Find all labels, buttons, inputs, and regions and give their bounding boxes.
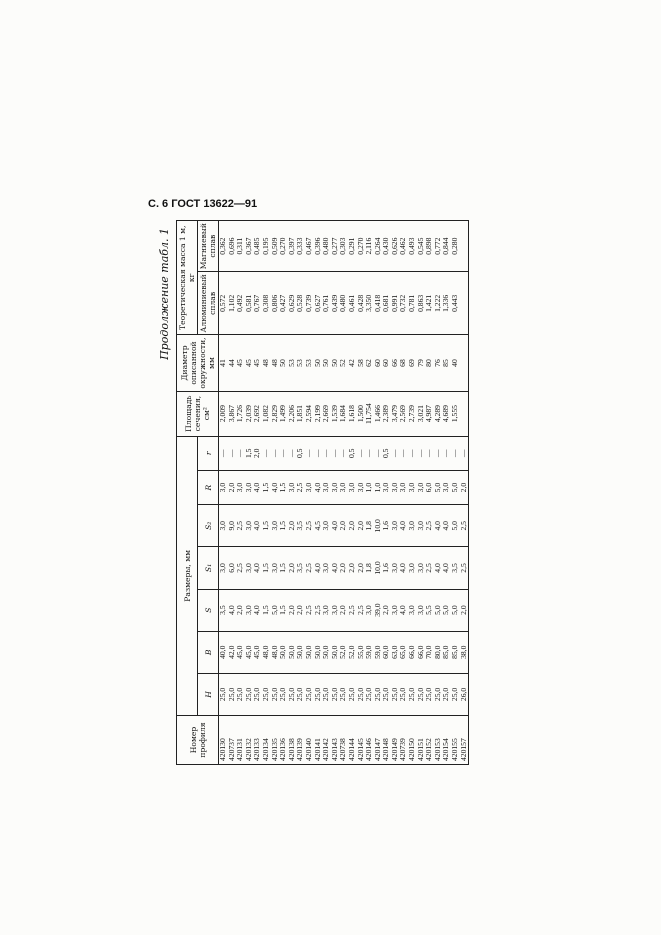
col-s2: S₂	[198, 505, 219, 547]
cell-r-small: — — — 1,5 2,0 — — — — 0,5 — — — — — 0,5 — — — 0,5 — — — — — — — — —	[219, 436, 469, 470]
col-s1: S₁	[198, 547, 219, 589]
col-diameter: Диаметр описанной окружности, мм	[177, 335, 219, 391]
profile-table	[176, 220, 469, 765]
col-profile: Номер профиля	[177, 716, 219, 765]
col-b: B	[198, 631, 219, 673]
col-aluminum: Алюминиевый сплав	[198, 272, 219, 335]
continuation-caption: Продолжение табл. 1	[158, 228, 171, 360]
cell-profile: 420130 420737 420131 420132 420133 420134 420135 420136 420138 420139 420140 420141 420142 420143 420738 420144 420145 420146 420147 420148 420149 420739 420150 420151 420152 420153 420154 420155 420157	[219, 716, 469, 765]
cell-s2: 3,0 9,0 2,5 3,0 4,0 1,5 3,0 1,5 2,0 3,5 2,5 4,5 3,0 4,0 2,0 2,0 2,0 1,8 10,0 1,6 3,0 4,0 3,0 3,0 2,5 4,0 4,0 5,0 2,5	[219, 505, 469, 547]
cell-h: 25,0 25,0 25,0 25,0 25,0 25,0 25,0 25,0 25,0 25,0 25,0 25,0 25,0 25,0 25,0 25,0 25,0 25,0 25,0 25,0 25,0 25,0 25,0 25,0 25,0 25,0 25,0 25,0 26,0	[219, 673, 469, 715]
cell-area: 2,009 3,867 1,726 2,039 2,692 1,082 2,829 1,499 2,206 1,851 2,594 2,199 2,669 1,539 1,684 1,618 1,500 11,754 1,466 2,389 3,479 2,569 2,739 3,021 4,987 4,289 4,689 1,555	[219, 391, 469, 436]
col-area: Площадь сечения, см²	[177, 391, 219, 436]
page-header: С. 6 ГОСТ 13622—91	[148, 198, 258, 210]
col-r-small: r	[198, 436, 219, 470]
col-r-big: R	[198, 470, 219, 504]
rotated-table-block	[158, 220, 528, 765]
col-mass: Теоретическая масса 1 м, кг	[177, 221, 198, 335]
cell-magnesium: 0,362 0,696 0,311 0,367 0,485 0,195 0,509 0,270 0,397 0,333 0,467 0,396 0,480 0,277 0,303 0,291 0,270 2,116 0,264 0,430 0,626 0,462 0,493 0,545 0,898 0,772 0,844 0,280	[219, 221, 469, 272]
cell-aluminum: 0,572 1,102 0,492 0,581 0,767 0,308 0,806 0,427 0,629 0,528 0,739 0,627 0,761 0,439 0,480 0,461 0,428 3,350 0,418 0,681 0,991 0,732 0,781 0,863 1,421 1,222 1,336 0,443	[219, 272, 469, 335]
col-magnesium: Магниевый сплав	[198, 221, 219, 272]
col-dimensions: Размеры, мм	[177, 436, 198, 715]
cell-r-big: 3,0 2,0 3,0 3,0 4,0 1,5 4,0 1,5 3,0 2,5 3,0 4,0 3,0 3,0 3,0 3,0 3,0 1,0 1,0 3,0 3,0 3,0 3,0 3,0 6,0 5,0 3,0 5,0 2,0	[219, 470, 469, 504]
cell-s1: 3,0 6,0 2,5 3,0 4,0 1,5 3,0 1,5 2,0 3,5 2,5 4,0 3,0 4,0 2,0 2,0 2,0 1,8 10,0 1,6 3,0 4,0 3,0 3,0 2,5 4,0 4,0 3,5 2,5	[219, 547, 469, 589]
cell-s: 3,5 4,0 2,0 3,0 4,0 1,5 5,0 1,5 2,0 2,0 2,5 2,5 3,0 3,0 2,0 2,5 2,5 3,0 39,0 2,0 3,0 4,0 3,0 3,0 5,5 5,0 5,0 5,0 2,0	[219, 589, 469, 631]
cell-diameter: 41 44 45 45 45 48 48 50 53 53 53 50 50 50 52 42 58 62 60 60 66 68 69 79 80 76 85 40	[219, 335, 469, 391]
cell-b: 40,0 42,0 45,0 45,0 45,0 48,0 48,0 50,0 50,0 50,0 50,0 50,0 50,0 50,0 52,0 52,0 55,0 59,0 59,0 60,0 63,0 65,0 66,0 66,0 70,0 80,0 85,0 85,0 38,0	[219, 631, 469, 673]
col-h: H	[198, 673, 219, 715]
col-s: S	[198, 589, 219, 631]
